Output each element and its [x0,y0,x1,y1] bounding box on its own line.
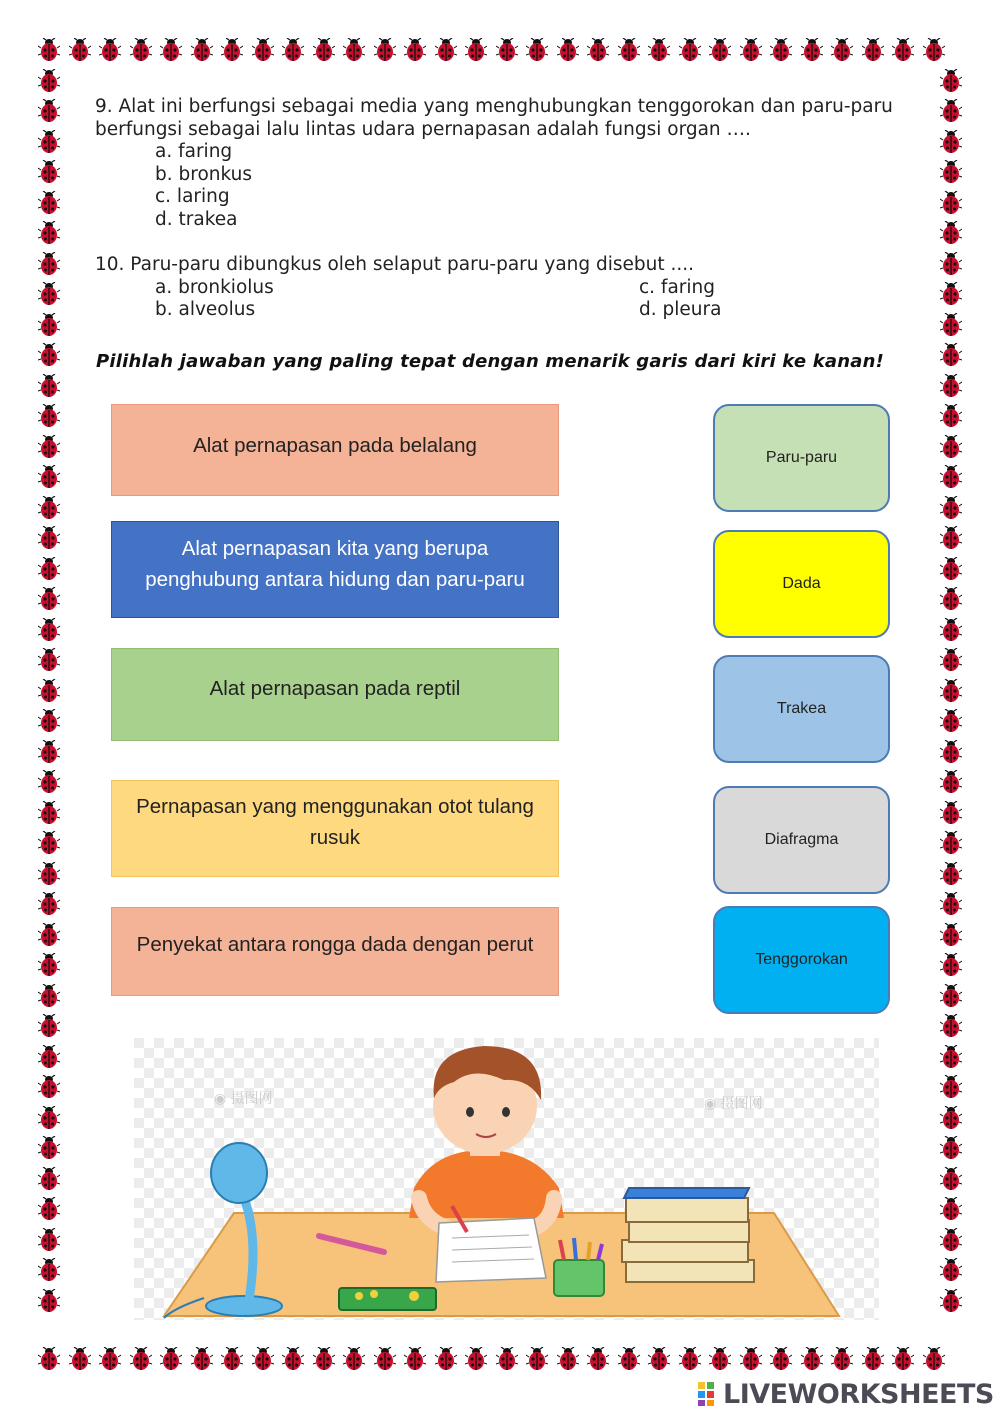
ladybug-icon [38,435,60,459]
ladybug-icon [940,1075,962,1099]
ladybug-icon [38,831,60,855]
ladybug-icon [526,1347,548,1371]
boy-studying-illustration [134,1038,879,1320]
question-9-text-line2: berfungsi sebagai lalu lintas udara pernapasan adalah fungsi organ …. [95,118,751,140]
ladybug-icon [587,1347,609,1371]
ladybug-icon [940,1106,962,1130]
ladybug-icon [38,465,60,489]
ladybug-icon [38,953,60,977]
ladybug-icon [130,1347,152,1371]
ladybug-icon [38,343,60,367]
ladybug-icon [252,38,274,62]
ladybug-icon [587,38,609,62]
ladybug-icon [38,801,60,825]
ladybug-icon [38,282,60,306]
question-9-option-d[interactable]: d. trakea [155,208,238,230]
ladybug-icon [38,923,60,947]
ladybug-icon [38,160,60,184]
ladybug-icon [38,1228,60,1252]
ladybug-icon [313,38,335,62]
ladybug-icon [862,38,884,62]
ladybug-icon [38,1106,60,1130]
ladybug-icon [160,38,182,62]
ladybug-icon [940,984,962,1008]
right-item-3-label: Trakea [776,700,827,717]
question-10 [95,254,915,322]
ladybug-icon [940,557,962,581]
ladybug-icon [618,1347,640,1371]
ladybug-icon [862,1347,884,1371]
ladybug-icon [38,1197,60,1221]
ladybug-icon [496,1347,518,1371]
ladybug-icon [740,38,762,62]
ladybug-icon [709,38,731,62]
ladybug-icon [38,770,60,794]
ladybug-icon [38,1347,60,1371]
ladybug-icon [940,130,962,154]
ladybug-icon [940,648,962,672]
ladybug-icon [38,191,60,215]
left-item-5-label: Penyekat antara rongga dada dengan perut [136,933,534,956]
ladybug-icon [940,801,962,825]
ladybug-icon [940,831,962,855]
ladybug-icon [38,313,60,337]
ladybug-icon [99,38,121,62]
ladybug-icon [940,1197,962,1221]
question-10-option-d[interactable]: d. pleura [639,299,722,320]
left-item-1-label: Alat pernapasan pada belalang [193,434,477,457]
ladybug-icon [38,1136,60,1160]
ladybug-icon [130,38,152,62]
question-9-option-c[interactable]: c. laring [155,186,230,207]
left-item-4[interactable] [111,780,559,877]
ladybug-icon [496,38,518,62]
ladybug-icon [69,1347,91,1371]
ladybug-icon [709,1347,731,1371]
ladybug-icon [465,38,487,62]
liveworksheets-logo[interactable] [697,1378,994,1410]
ladybug-icon [618,38,640,62]
ladybug-icon [38,862,60,886]
right-item-4-label: Diafragma [764,831,839,848]
ladybug-icon [770,1347,792,1371]
ladybug-icon [831,38,853,62]
ladybug-icon [940,343,962,367]
ladybug-icon [38,1258,60,1282]
ladybug-icon [38,496,60,520]
ladybug-icon [770,38,792,62]
ladybug-icon [831,1347,853,1371]
ladybug-icon [940,191,962,215]
ladybug-icon [38,557,60,581]
right-item-trakea[interactable] [713,655,890,763]
ladybug-icon [940,709,962,733]
ladybug-icon [221,38,243,62]
ladybug-icon [343,1347,365,1371]
left-item-1[interactable] [111,404,559,496]
ladybug-icon [940,770,962,794]
ladybug-icon [940,252,962,276]
ladybug-icon [38,374,60,398]
ladybug-icon [38,648,60,672]
ladybug-icon [940,740,962,764]
ladybug-icon [191,38,213,62]
ladybug-icon [940,1045,962,1069]
ladybug-icon [38,892,60,916]
ladybug-icon [404,38,426,62]
ladybug-icon [940,587,962,611]
liveworksheets-logo-icon [697,1381,723,1407]
ladybug-icon [557,1347,579,1371]
ladybug-icon [892,1347,914,1371]
question-9-text-line1: 9. Alat ini berfungsi sebagai media yang menghubungkan tenggorokan dan paru-paru [95,96,893,117]
ladybug-icon [940,953,962,977]
ladybug-icon [940,496,962,520]
ladybug-icon [38,252,60,276]
ladybug-icon [557,38,579,62]
right-item-1-label: Paru-paru [765,449,838,466]
right-item-diafragma[interactable] [713,786,890,894]
ladybug-icon [38,1167,60,1191]
ladybug-icon [252,1347,274,1371]
ladybug-icon [465,1347,487,1371]
ladybug-icon [374,38,396,62]
ladybug-icon [69,38,91,62]
ladybug-icon [282,38,304,62]
ladybug-icon [940,221,962,245]
ladybug-icon [38,526,60,550]
ladybug-icon [940,404,962,428]
question-9-option-a[interactable]: a. faring [155,141,233,162]
left-item-2-label: Alat pernapasan kita yang berupa penghubung antara hidung dan paru-paru [145,537,525,591]
ladybug-icon [191,1347,213,1371]
ladybug-icon [38,69,60,93]
ladybug-icon [940,1228,962,1252]
ladybug-icon [435,38,457,62]
left-item-3-label: Alat pernapasan pada reptil [209,677,461,700]
ladybug-icon [38,1289,60,1313]
ladybug-icon [940,435,962,459]
ladybug-icon [435,1347,457,1371]
right-item-2-label: Dada [782,575,821,592]
watermark-2: ◉ 摄图网 [704,1096,763,1112]
question-9 [95,96,915,231]
ladybug-icon [940,1258,962,1282]
ladybug-icon [38,221,60,245]
ladybug-icon [282,1347,304,1371]
ladybug-icon [940,679,962,703]
ladybug-icon [940,374,962,398]
ladybug-icon [648,1347,670,1371]
ladybug-icon [801,38,823,62]
ladybug-icon [940,862,962,886]
left-item-2[interactable] [111,521,559,618]
question-10-option-c[interactable]: c. faring [639,276,715,298]
ladybug-icon [221,1347,243,1371]
ladybug-icon [99,1347,121,1371]
ladybug-icon [940,69,962,93]
right-item-tenggorokan[interactable] [713,906,890,1014]
ladybug-icon [648,38,670,62]
ladybug-icon [801,1347,823,1371]
ladybug-icon [940,1167,962,1191]
ladybug-icon [940,1289,962,1313]
matching-instruction: Pilihlah jawaban yang paling tepat dengan menarik garis dari kiri ke kanan! [96,351,885,372]
left-item-4-label: Pernapasan yang menggunakan otot tulang rusuk [136,795,534,849]
ladybug-icon [526,38,548,62]
ladybug-icon [374,1347,396,1371]
ladybug-icon [679,38,701,62]
ladybug-icon [740,1347,762,1371]
ladybug-icon [38,709,60,733]
ladybug-icon [940,526,962,550]
ladybug-icon [38,618,60,642]
ladybug-icon [940,1014,962,1038]
ladybug-icon [940,99,962,123]
watermark-1: ◉ 摄图网 [214,1091,273,1107]
ladybug-icon [160,1347,182,1371]
ladybug-icon [38,587,60,611]
ladybug-icon [940,923,962,947]
ladybug-icon [38,99,60,123]
boy-studying-at-desk-illustration-icon [134,1038,879,1320]
ladybug-icon [38,404,60,428]
question-10-option-b[interactable]: b. alveolus [155,299,256,320]
ladybug-icon [343,38,365,62]
question-10-text: 10. Paru-paru dibungkus oleh selaput paru-paru yang disebut .... [95,254,695,275]
ladybug-icon [38,1075,60,1099]
right-item-dada[interactable] [713,530,890,638]
ladybug-icon [38,130,60,154]
ladybug-icon [892,38,914,62]
ladybug-icon [923,38,945,62]
ladybug-icon [940,618,962,642]
ladybug-icon [923,1347,945,1371]
ladybug-icon [940,313,962,337]
question-10-option-a[interactable]: a. bronkiolus [155,276,274,298]
ladybug-icon [313,1347,335,1371]
ladybug-icon [940,465,962,489]
ladybug-icon [38,679,60,703]
ladybug-icon [38,1014,60,1038]
right-item-paru-paru[interactable] [713,404,890,512]
ladybug-icon [940,1136,962,1160]
right-item-5-label: Tenggorokan [755,951,848,968]
ladybug-icon [679,1347,701,1371]
ladybug-icon [38,740,60,764]
ladybug-icon [38,984,60,1008]
left-item-3[interactable] [111,648,559,741]
ladybug-icon [38,1045,60,1069]
question-9-option-b[interactable]: b. bronkus [155,163,252,185]
ladybug-icon [404,1347,426,1371]
ladybug-icon [940,892,962,916]
left-item-5[interactable] [111,907,559,996]
ladybug-icon [38,38,60,62]
liveworksheets-brand-text: LIVEWORKSHEETS [723,1378,994,1410]
ladybug-icon [940,282,962,306]
ladybug-icon [940,160,962,184]
